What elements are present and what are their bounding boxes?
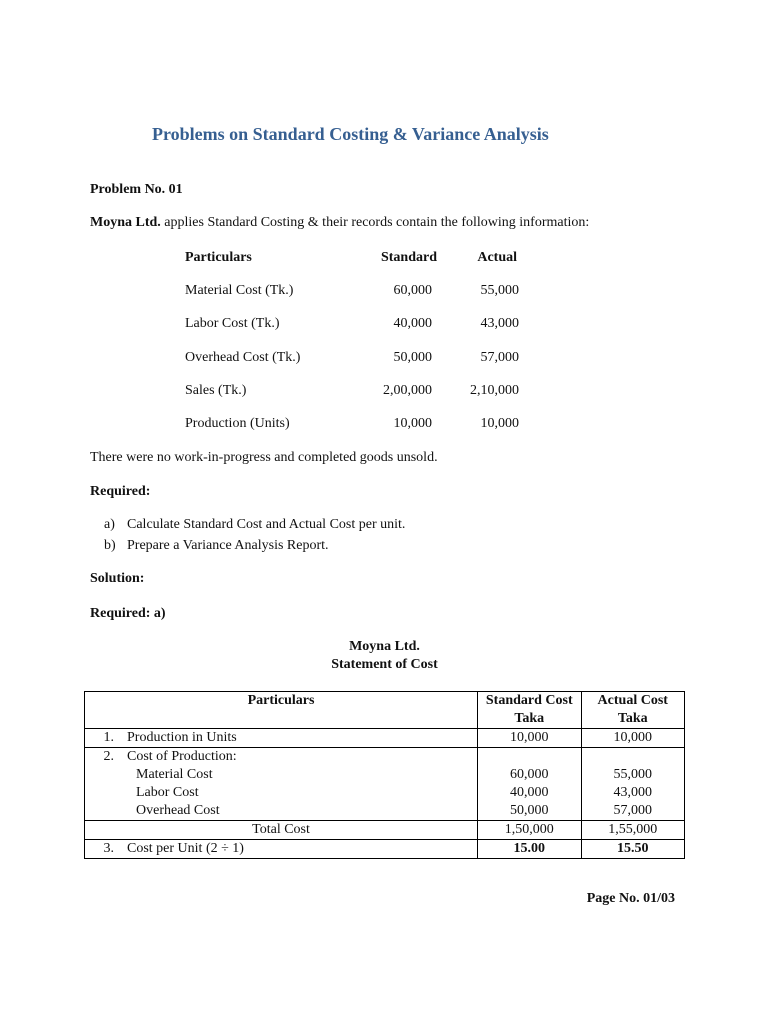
overhead-cost-actual: 57,000: [613, 803, 652, 818]
material-cost-actual: 55,000: [613, 767, 652, 782]
info-particulars: Production (Units): [185, 416, 290, 431]
row1-standard: 10,000: [478, 729, 581, 748]
info-particulars: Sales (Tk.): [185, 383, 247, 398]
info-table-header: [185, 250, 525, 270]
info-actual: 55,000: [480, 283, 519, 298]
row2-index: 2.: [103, 749, 114, 764]
material-cost-label: Material Cost: [136, 767, 213, 782]
total-cost-label: Total Cost: [85, 821, 478, 840]
info-row-sales: [185, 383, 525, 403]
row1-actual: 10,000: [581, 729, 685, 748]
info-header-particulars: Particulars: [185, 250, 252, 265]
required-item-b: [104, 538, 329, 554]
info-actual: 2,10,000: [470, 383, 519, 398]
required-item-a: [104, 517, 405, 533]
row3-index: 3.: [103, 841, 114, 856]
table-row-cost-of-production: [85, 748, 685, 821]
info-standard: 10,000: [393, 416, 432, 431]
statement-company: Moyna Ltd.: [349, 639, 420, 654]
table-header-row: [85, 692, 685, 729]
row1-label-cell: [85, 729, 478, 748]
table-row-total-cost: [85, 821, 685, 840]
overhead-cost-label: Overhead Cost: [136, 803, 220, 818]
header-standard-line2: Taka: [514, 711, 545, 726]
info-row-material: [185, 283, 525, 303]
table-row-cost-per-unit: [85, 840, 685, 859]
info-header-standard: Standard: [380, 250, 437, 265]
header-standard-cost: [478, 692, 581, 729]
problem-number: Problem No. 01: [90, 182, 183, 197]
row1-label: Production in Units: [127, 730, 237, 745]
info-standard: 50,000: [393, 350, 432, 365]
intro-company: Moyna Ltd.: [90, 215, 161, 230]
info-row-production: [185, 416, 525, 436]
header-particulars: [85, 692, 478, 729]
list-text: Prepare a Variance Analysis Report.: [127, 538, 329, 553]
info-standard: 40,000: [393, 316, 432, 331]
table-row-production-units: [85, 729, 685, 748]
list-text: Calculate Standard Cost and Actual Cost per unit.: [127, 517, 406, 532]
row2-actual-cell: [581, 748, 685, 821]
header-particulars-label: Particulars: [247, 693, 315, 708]
intro-paragraph: [90, 215, 589, 231]
labor-cost-standard: 40,000: [510, 785, 549, 800]
intro-text: applies Standard Costing & their records contain the following information:: [160, 215, 590, 230]
row2-label: Cost of Production:: [127, 749, 237, 764]
info-particulars: Labor Cost (Tk.): [185, 316, 280, 331]
row3-actual: 15.50: [581, 840, 685, 859]
total-cost-actual: 1,55,000: [581, 821, 685, 840]
list-marker: b): [104, 538, 116, 553]
info-row-overhead: [185, 350, 525, 370]
info-actual: 57,000: [480, 350, 519, 365]
header-actual-cost: [581, 692, 685, 729]
statement-of-cost-table: [84, 691, 685, 859]
required-heading: Required:: [90, 484, 151, 499]
document-title: Problems on Standard Costing & Variance Analysis: [152, 124, 549, 144]
statement-title: Statement of Cost: [331, 657, 438, 672]
labor-cost-label: Labor Cost: [136, 785, 199, 800]
row1-index: 1.: [103, 730, 114, 745]
info-particulars: Overhead Cost (Tk.): [185, 350, 301, 365]
row2-label-cell: [85, 748, 478, 821]
info-row-labor: [185, 316, 525, 336]
overhead-cost-standard: 50,000: [510, 803, 549, 818]
header-actual-line2: Taka: [617, 711, 648, 726]
required-a-heading: Required: a): [90, 606, 166, 621]
row3-label-cell: [85, 840, 478, 859]
solution-heading: Solution:: [90, 571, 145, 586]
material-cost-standard: 60,000: [510, 767, 549, 782]
row2-standard-cell: [478, 748, 581, 821]
total-cost-standard: 1,50,000: [478, 821, 581, 840]
note-text: There were no work-in-progress and completed goods unsold.: [90, 450, 438, 465]
info-actual: 10,000: [480, 416, 519, 431]
row3-standard: 15.00: [478, 840, 581, 859]
info-actual: 43,000: [480, 316, 519, 331]
labor-cost-actual: 43,000: [613, 785, 652, 800]
header-actual-line1: Actual Cost: [597, 693, 668, 708]
info-standard: 2,00,000: [383, 383, 432, 398]
list-marker: a): [104, 517, 115, 532]
info-standard: 60,000: [393, 283, 432, 298]
info-header-actual: Actual: [477, 250, 517, 265]
header-standard-line1: Standard Cost: [485, 693, 573, 708]
row3-label: Cost per Unit (2 ÷ 1): [127, 841, 244, 856]
info-particulars: Material Cost (Tk.): [185, 283, 294, 298]
page-number: Page No. 01/03: [586, 891, 675, 906]
